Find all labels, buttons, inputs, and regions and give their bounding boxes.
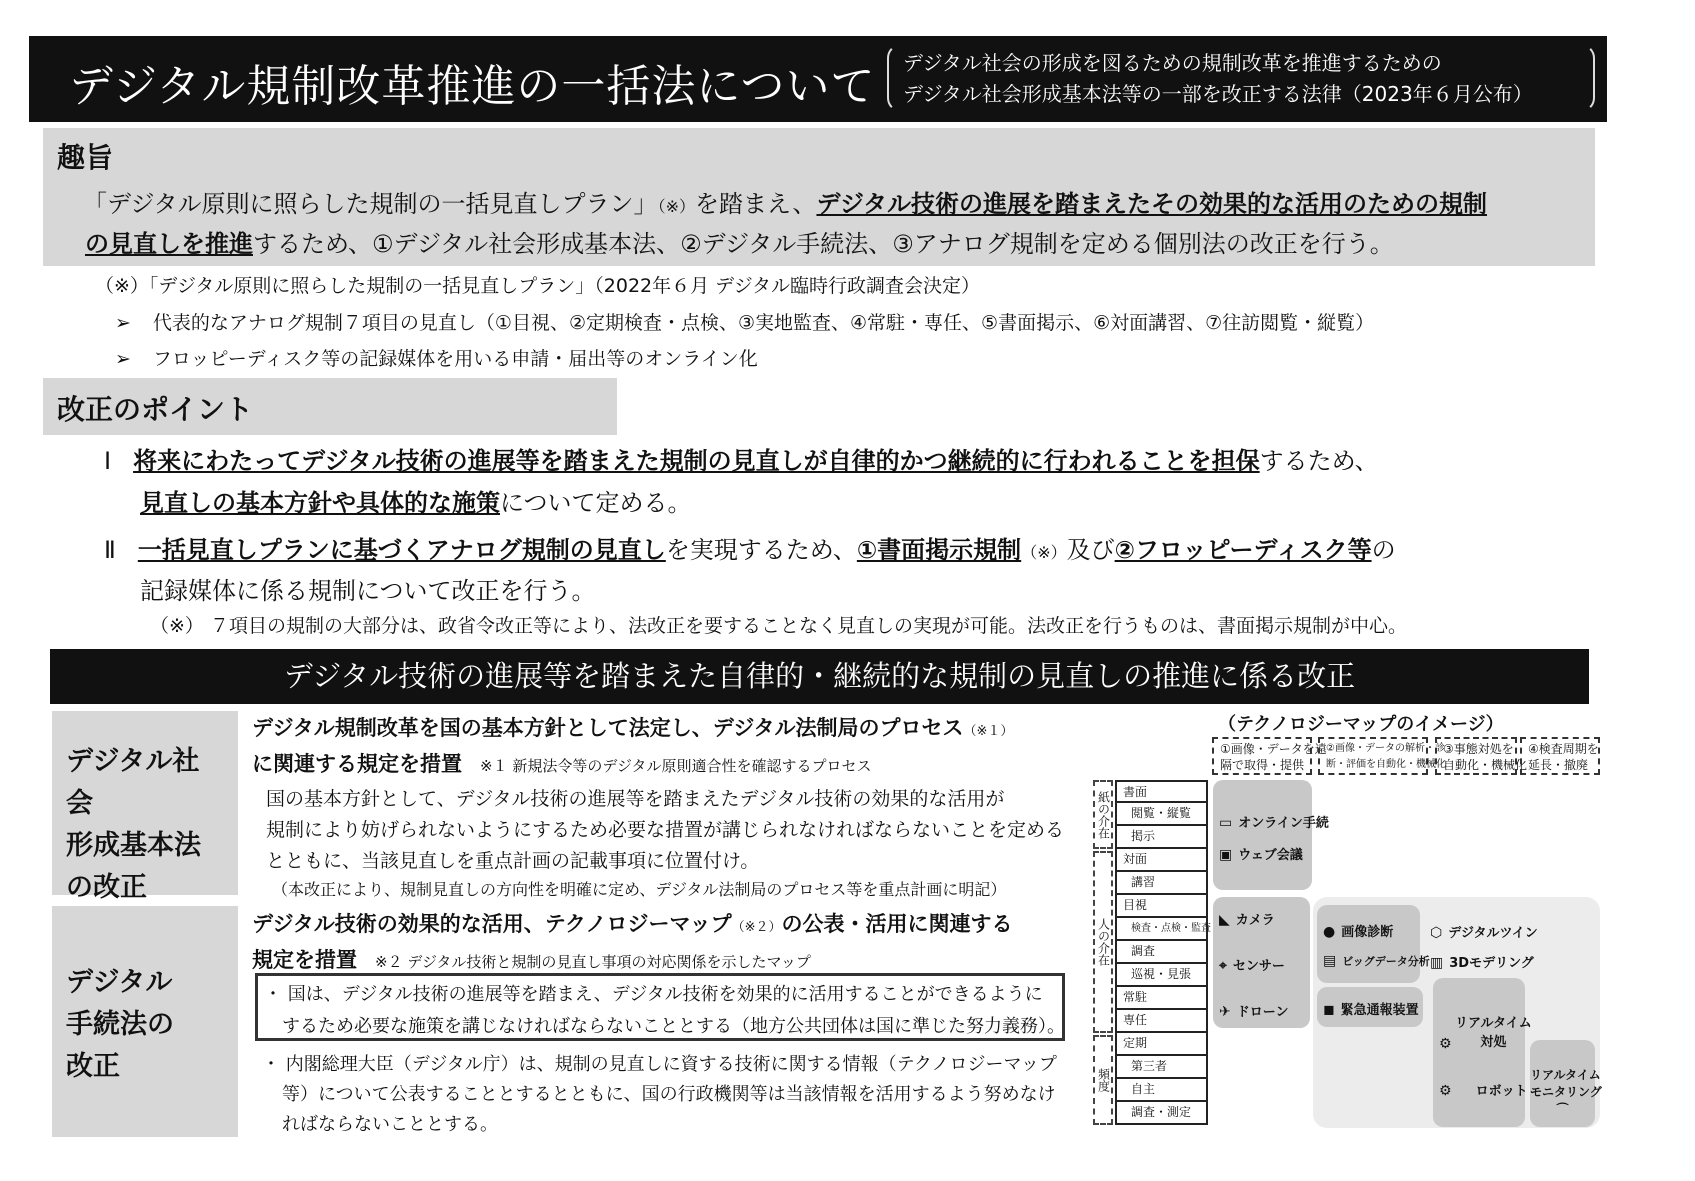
techmap-row: 調査・測定 — [1115, 1102, 1208, 1125]
gauge-icon: ⌒ — [1556, 1102, 1569, 1116]
tech-drone — [1219, 1001, 1288, 1020]
text: 延長・撤廃 — [1528, 758, 1589, 772]
text: するため、①デジタル社会形成基本法、②デジタル手続法、③アナログ規制を定める個別法の改正を行う。 — [253, 230, 1394, 258]
points-note: （※） ７項目の規制の大部分は、政省令改正等により、法改正を要することなく見直しの実現が可能。法改正を行うものは、書面掲示規制が中心。 — [150, 615, 1407, 637]
alarm-icon: ◼ — [1323, 1002, 1335, 1018]
techmap-row: 閲覧・縦覧 — [1115, 803, 1208, 826]
sensor-icon: ⌖ — [1219, 958, 1227, 974]
text: ロボット — [1475, 1084, 1528, 1099]
video-meeting-icon: ▣ — [1219, 847, 1233, 863]
techmap-row: 目視 — [1115, 895, 1208, 918]
tech-realtime-monitoring — [1530, 1066, 1602, 1117]
note-ref: （※１） — [963, 724, 1014, 739]
text: ビッグデータ分析 — [1342, 955, 1430, 968]
text: するため必要な施策を講じなければならないこととする（地方公共団体は国に準じた努力義務）。 — [282, 1016, 1065, 1037]
drone-icon: ✈ — [1219, 1004, 1231, 1020]
text: 対処 — [1480, 1035, 1507, 1050]
text: 断・評価を自動化・機械化 — [1326, 759, 1446, 770]
bullet-item — [115, 344, 758, 371]
tech-realtime-response — [1455, 1012, 1532, 1050]
numeral: Ⅱ — [104, 536, 116, 564]
tech-3d-modeling — [1430, 952, 1534, 971]
text: ④検査周期を — [1528, 742, 1599, 756]
sec1-paren: （本改正により、規制見直しの方向性を明確に定め、デジタル法制局のプロセス等を重点計画に明記） — [272, 880, 1007, 899]
arrow-icon: ➢ — [115, 348, 131, 370]
title-bar — [29, 36, 1607, 122]
text: センサー — [1232, 959, 1285, 974]
techmap-row: 書面 — [1115, 780, 1208, 803]
text: の — [1371, 536, 1396, 564]
tech-group-monitoring — [1530, 1040, 1602, 1127]
label-line: の改正 — [66, 872, 147, 903]
note-ref: （※２） — [731, 920, 782, 935]
label-line: 手続法の — [66, 1009, 174, 1040]
techmap-group: 人の介在 — [1093, 851, 1113, 1033]
sec1-body: 規制により妨げられないようにするため必要な措置が講じられなければならないことを定める — [266, 819, 1065, 841]
text: に関連する規定を措置 — [252, 752, 462, 776]
arrow-icon: ➢ — [115, 312, 131, 334]
text: 自動化・機械化 — [1443, 758, 1528, 772]
text: するため、 — [1259, 447, 1379, 475]
techmap-row: 講習 — [1115, 872, 1208, 895]
point-ii-line2: 記録媒体に係る規制について改正を行う。 — [140, 577, 596, 605]
purpose-note: （※）「デジタル原則に照らした規制の一括見直しプラン」（2022年６月 デジタル臨時行政調査会決定） — [95, 275, 981, 297]
tech-group-analysis — [1317, 905, 1430, 983]
tech-group-emergency — [1317, 987, 1423, 1027]
text: カメラ — [1235, 913, 1275, 928]
sec1-heading-2 — [252, 748, 871, 778]
footnote: ※１ 新規法令等のデジタル原則適合性を確認するプロセス — [480, 757, 872, 775]
points-heading-box — [43, 378, 617, 435]
emphasis: の見直しを推進 — [85, 230, 253, 258]
label-line: 改正 — [66, 1051, 120, 1082]
bullet-item — [115, 308, 1374, 335]
techmap-row: 常駐 — [1115, 987, 1208, 1010]
techmap-row: 調査 — [1115, 941, 1208, 964]
tech-camera — [1219, 909, 1275, 928]
emphasis: ②フロッピーディスク等 — [1114, 536, 1372, 564]
tech-bigdata — [1323, 953, 1430, 969]
text: を実現するため、 — [665, 536, 857, 564]
note-ref: （※） — [1021, 543, 1067, 562]
text: 緊急通報装置 — [1340, 1003, 1419, 1018]
label-line: 形成基本法 — [66, 830, 201, 861]
emphasis: デジタル技術の進展を踏まえたその効果的な活用のための規制 — [816, 190, 1487, 218]
law-name-line: デジタル社会の形成を図るための規制改革を推進するための — [903, 51, 1442, 75]
tech-robot — [1439, 1080, 1528, 1099]
techmap-column — [1212, 737, 1327, 775]
techmap-row: 対面 — [1115, 849, 1208, 872]
text: ウェブ会議 — [1238, 848, 1303, 863]
techmap-row: 巡視・見張 — [1115, 964, 1208, 987]
cube-icon: ⬡ — [1430, 925, 1443, 941]
point-i-line2 — [140, 483, 692, 518]
label-basic-law — [52, 711, 238, 903]
techmap-column — [1520, 737, 1600, 775]
tech-online — [1219, 812, 1329, 831]
law-name — [887, 44, 1595, 112]
techmap-group: 頻度 — [1093, 1035, 1113, 1125]
sec1-body: とともに、当該見直しを重点計画の記載事項に位置付け。 — [266, 850, 760, 872]
document-icon: ▤ — [1323, 953, 1337, 969]
text: ①画像・データを遠 — [1220, 742, 1327, 756]
law-name-line: デジタル社会形成基本法等の一部を改正する法律（2023年６月公布） — [903, 82, 1533, 106]
sec2-bullet: ればならないこととする。 — [282, 1114, 498, 1135]
text: の公表・活用に関連する — [781, 912, 1013, 936]
text: 及び — [1066, 536, 1115, 564]
text: 3Dモデリング — [1449, 956, 1534, 971]
techmap-row: 定期 — [1115, 1033, 1208, 1056]
text: 画像診断 — [1341, 925, 1394, 940]
text: 隔で取得・提供 — [1220, 758, 1305, 772]
text: リアルタイム — [1530, 1068, 1601, 1082]
boxed-provision — [255, 973, 1065, 1041]
techmap-title: （テクノロジーマップのイメージ） — [1218, 714, 1504, 735]
text: 「デジタル原則に照らした規制の一括見直しプラン」 — [83, 190, 658, 218]
techmap-row: 掲示 — [1115, 826, 1208, 849]
purpose-heading: 趣旨 — [57, 141, 114, 174]
emphasis: 将来にわたってデジタル技術の進展等を踏まえた規制の見直しが自律的かつ継続的に行われることを担保 — [133, 447, 1260, 475]
text: オンライン手続 — [1238, 816, 1329, 831]
label-line: デジタル社会 — [66, 746, 200, 819]
sec2-heading — [252, 908, 1013, 938]
tech-group-paper — [1213, 780, 1329, 890]
text: ②画像・データの解析・診 — [1326, 743, 1445, 754]
camera-icon: ◣ — [1219, 912, 1230, 928]
emphasis: 一括見直しプランに基づくアナログ規制の見直し — [137, 536, 666, 564]
emphasis: ①書面掲示規制 — [856, 536, 1022, 564]
note-ref: （※） — [657, 197, 695, 216]
label-procedure-law — [52, 906, 238, 1137]
text: ・ 国は、デジタル技術の進展等を踏まえ、デジタル技術を効果的に活用することができるように — [264, 984, 1043, 1005]
text: ドローン — [1236, 1005, 1289, 1020]
tech-digital-twin — [1430, 922, 1538, 941]
robot-icon: ⚙ — [1439, 1083, 1452, 1099]
techmap-row: 専任 — [1115, 1010, 1208, 1033]
page-title: デジタル規制改革推進の一括法について — [69, 61, 876, 112]
tech-web-meeting — [1219, 844, 1303, 863]
techmap-column — [1318, 737, 1446, 775]
techmap-row: 第三者 — [1115, 1056, 1208, 1079]
text: 代表的なアナログ規制７項目の見直し（①目視、②定期検査・点検、③実地監査、④常駐・専任、⑤書面掲示、⑥対面講習、⑦往訪閲覧・縦覧） — [152, 312, 1375, 334]
emphasis: 見直しの基本方針や具体的な施策 — [140, 489, 500, 517]
techmap-row: 検査・点検・監査 — [1115, 918, 1208, 941]
point-i — [104, 441, 1379, 476]
techmap-row: 自主 — [1115, 1079, 1208, 1102]
purpose-section — [43, 128, 1595, 266]
text: ③事態対処を — [1443, 742, 1514, 756]
point-ii — [104, 530, 1396, 565]
techmap-column — [1435, 737, 1528, 775]
sec1-heading — [252, 712, 1013, 742]
sec2-bullet: 等）について公表することとするとともに、国の行政機関等は当該情報を活用するよう努めなけ — [282, 1084, 1056, 1105]
section-band: デジタル技術の進展等を踏まえた自律的・継続的な規制の見直しの推進に係る改正 — [50, 649, 1589, 704]
text: デジタルツイン — [1448, 926, 1538, 941]
text: リアルタイム — [1455, 1016, 1532, 1031]
numeral: Ⅰ — [104, 447, 112, 475]
tech-group-remote — [1213, 897, 1310, 1028]
purpose-line — [83, 184, 1487, 219]
robot-arm-icon: ⚙ — [1439, 1036, 1452, 1052]
label-line: デジタル — [66, 967, 173, 998]
text: デジタル規制改革を国の基本方針として法定し、デジタル法制局のプロセス — [252, 716, 964, 740]
footnote: ※２ デジタル技術と規制の見直し事項の対応関係を示したマップ — [375, 953, 811, 971]
text: フロッピーディスク等の記録媒体を用いる申請・届出等のオンライン化 — [152, 348, 758, 370]
text: 規定を措置 — [252, 948, 357, 972]
tech-emergency — [1323, 999, 1419, 1018]
tech-sensor — [1219, 955, 1285, 974]
sec1-body: 国の基本方針として、デジタル技術の進展等を踏まえたデジタル技術の効果的な活用が — [266, 788, 1005, 810]
text: を踏まえ、 — [694, 190, 817, 218]
online-form-icon: ▭ — [1219, 815, 1233, 831]
tech-image-diagnosis — [1323, 921, 1393, 940]
text: について定める。 — [500, 489, 692, 517]
text: モニタリング — [1530, 1085, 1602, 1099]
tech-group-response — [1433, 978, 1532, 1127]
purpose-line — [85, 224, 1394, 259]
sec2-heading-2 — [252, 944, 811, 974]
sec2-bullet: ・ 内閣総理大臣（デジタル庁）は、規制の見直しに資する技術に関する情報（テクノロジーマップ — [262, 1054, 1057, 1075]
points-heading: 改正のポイント — [57, 393, 254, 426]
brain-icon: ● — [1323, 924, 1336, 940]
building-icon: ▥ — [1430, 955, 1444, 971]
techmap-group: 紙の介在 — [1093, 780, 1113, 849]
text: デジタル技術の効果的な活用、テクノロジーマップ — [252, 912, 732, 936]
